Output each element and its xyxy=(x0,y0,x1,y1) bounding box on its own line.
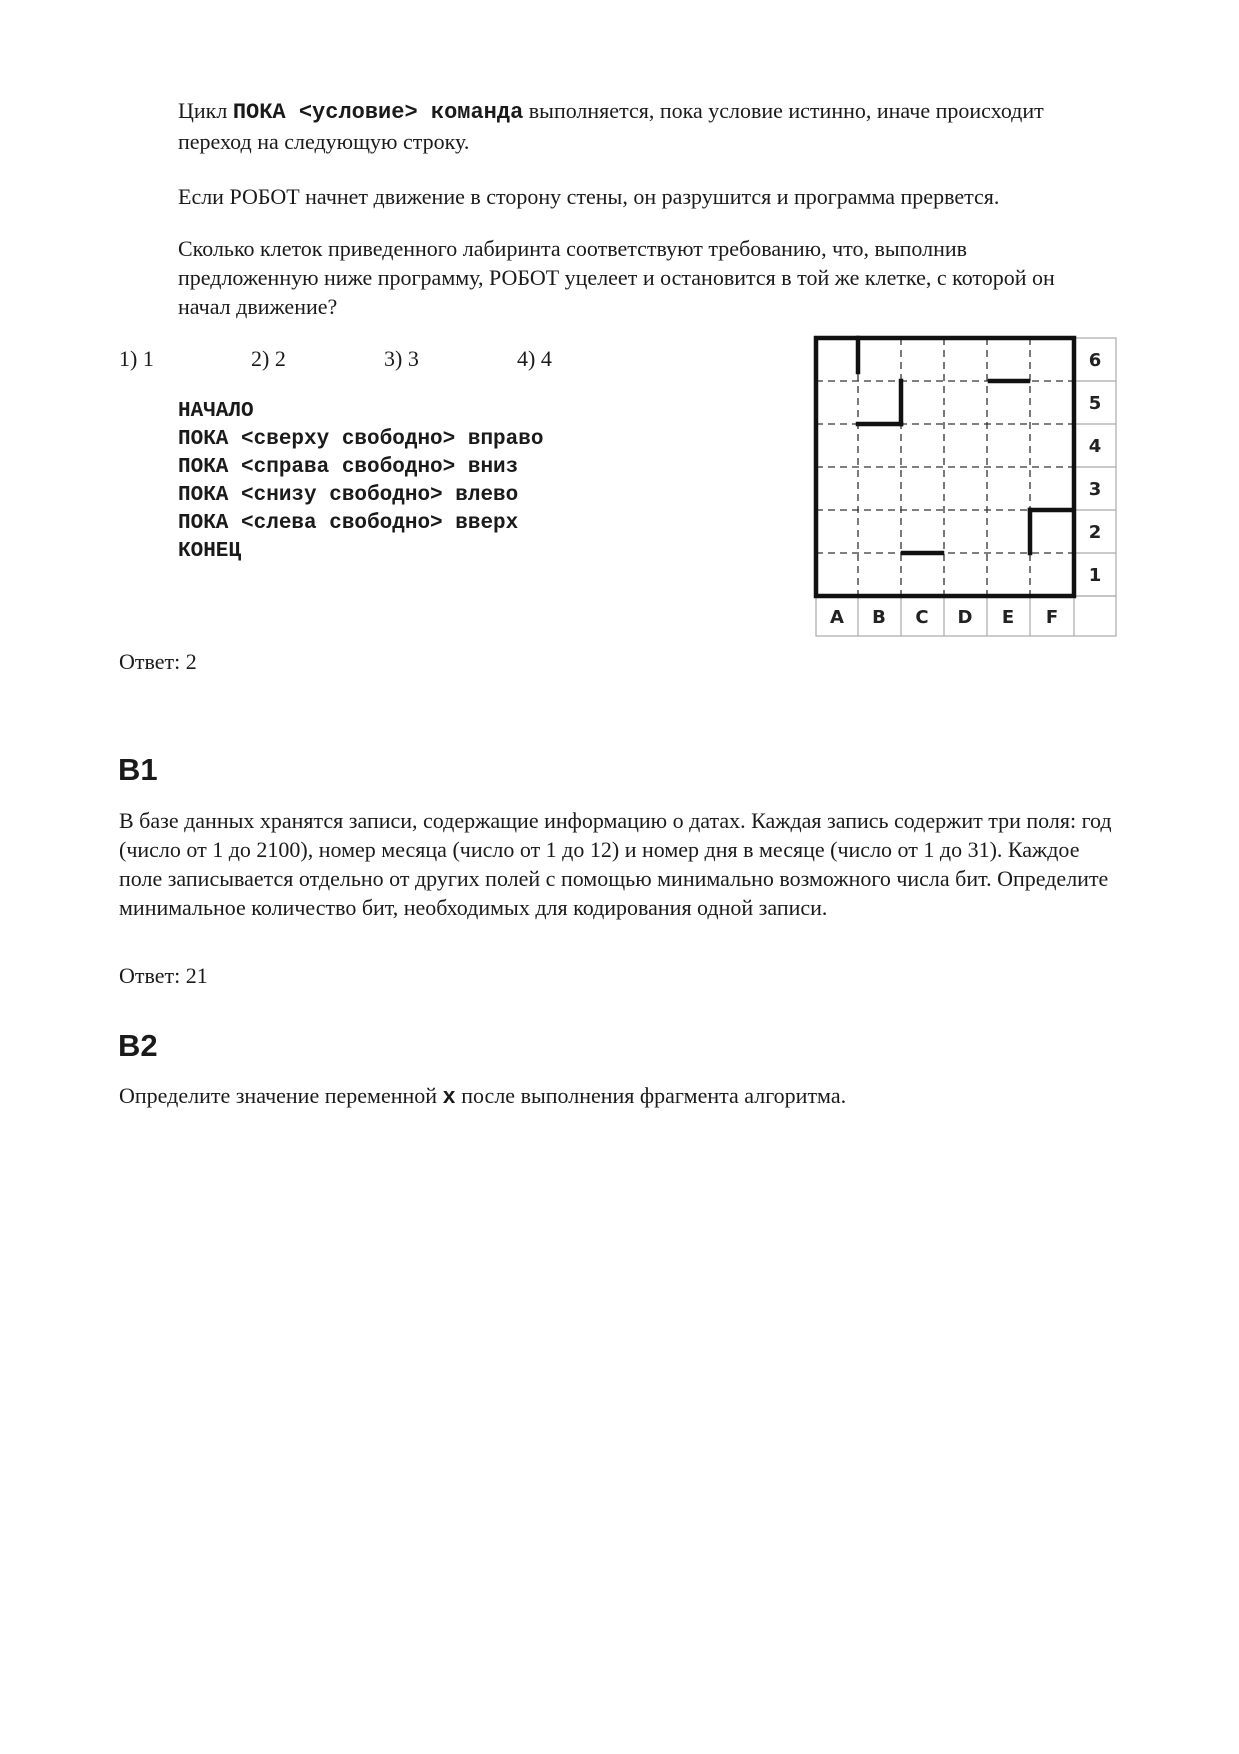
loop-prefix: Цикл xyxy=(178,98,233,123)
b2-text xyxy=(119,1081,1114,1112)
b2-text-before: Определите значение переменной xyxy=(119,1083,443,1108)
section-heading-b2: B2 xyxy=(118,1028,158,1063)
program-line: ПОКА <снизу свободно> влево xyxy=(178,484,519,507)
question-text: Сколько клеток приведенного лабиринта соответствуют требованию, что, выполнив предложенную ниже программу, РОБОТ уцелеет и остановится в той же клетке, с которой он начал движение? xyxy=(178,236,1055,319)
maze-walls xyxy=(858,338,1072,553)
row-label: 4 xyxy=(1088,436,1102,457)
label-cells xyxy=(816,338,1116,636)
column-label: B xyxy=(872,607,886,628)
wall-rule-text: Если РОБОТ начнет движение в сторону стены, он разрушится и программа прервется. xyxy=(178,184,1000,209)
loop-rest: выполняется, пока условие истинно, иначе происходит переход на следующую строку. xyxy=(178,98,1044,154)
option-4: 4) 4 xyxy=(517,346,552,371)
maze-grid xyxy=(816,338,1074,596)
row-label: 2 xyxy=(1088,522,1102,543)
program-line: ПОКА <справа свободно> вниз xyxy=(178,456,519,479)
loop-description xyxy=(178,96,1118,156)
b2-variable: x xyxy=(442,1085,456,1110)
answer-a: Ответ: 2 xyxy=(119,649,197,674)
column-label: A xyxy=(830,607,844,628)
option-3: 3) 3 xyxy=(384,346,419,371)
b1-text: В базе данных хранятся записи, содержащие информацию о датах. Каждая запись содержит три поля: год (число от 1 до 2100), номер месяца (число от 1 до 12) и номер дня в месяце (число от 1 до 31). Каждое поле записывается отдельно от других полей с помощью минимально возможного числа бит. Определите минимальное количество бит, необходимых для кодирования одной записи. xyxy=(119,808,1112,920)
column-label: F xyxy=(1045,607,1059,628)
option-2: 2) 2 xyxy=(251,346,286,371)
program-line: КОНЕЦ xyxy=(178,540,242,563)
row-label: 6 xyxy=(1088,350,1102,371)
b2-text-after: после выполнения фрагмента алгоритма. xyxy=(455,1083,847,1108)
program-line: НАЧАЛО xyxy=(178,400,254,423)
loop-code: ПОКА <условие> команда xyxy=(232,100,524,125)
row-label: 1 xyxy=(1088,565,1102,586)
row-labels xyxy=(1089,350,1102,586)
program-listing xyxy=(178,398,543,566)
program-line: ПОКА <слева свободно> вверх xyxy=(178,512,519,535)
column-label: C xyxy=(915,607,929,628)
row-label: 5 xyxy=(1088,393,1102,414)
row-label: 3 xyxy=(1088,479,1102,500)
section-heading-b1: B1 xyxy=(118,752,158,787)
maze-figure xyxy=(810,332,1122,640)
program-line: ПОКА <сверху свободно> вправо xyxy=(178,428,544,451)
column-label: E xyxy=(1001,607,1015,628)
column-label: D xyxy=(957,607,973,628)
option-1: 1) 1 xyxy=(119,346,154,371)
b1-answer: Ответ: 21 xyxy=(119,963,208,988)
